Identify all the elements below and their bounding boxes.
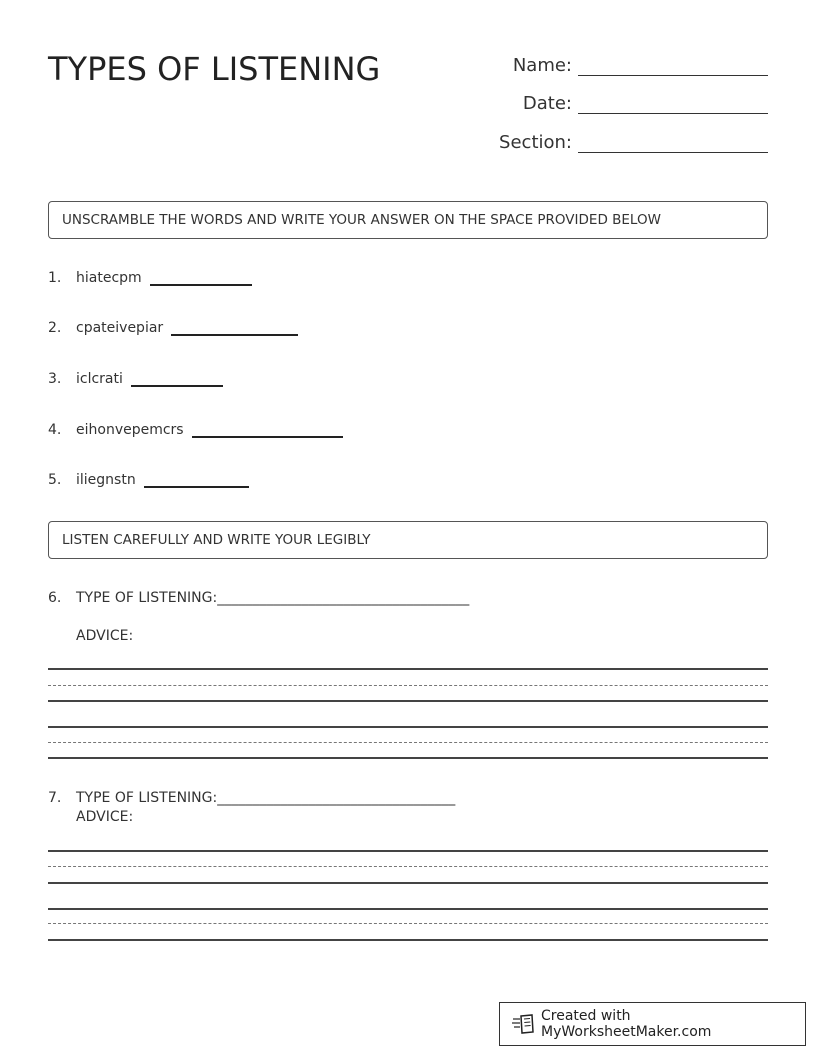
name-blank bbox=[578, 52, 768, 76]
writing-line-dashed bbox=[48, 742, 768, 743]
type-of-listening-text: TYPE OF LISTENING:__________________________________ bbox=[76, 790, 456, 806]
unscramble-instruction-box bbox=[48, 201, 768, 239]
writing-line-solid bbox=[48, 908, 768, 910]
unscramble-instruction: UNSCRAMBLE THE WORDS AND WRITE YOUR ANSWER ON THE SPACE PROVIDED BELOW bbox=[62, 212, 661, 228]
writing-line-solid bbox=[48, 882, 768, 884]
advice-label: ADVICE: bbox=[76, 628, 134, 644]
scrambled-word: cpateivepiar bbox=[76, 320, 164, 336]
writing-line-solid bbox=[48, 700, 768, 702]
question-item bbox=[48, 472, 249, 488]
listening-instruction-box bbox=[48, 521, 768, 559]
answer-blank bbox=[144, 474, 249, 488]
writing-line-solid bbox=[48, 668, 768, 670]
question-number: 5. bbox=[48, 472, 62, 488]
question-number: 4. bbox=[48, 422, 62, 438]
question-number: 3. bbox=[48, 371, 62, 387]
scrambled-word: iliegnstn bbox=[76, 472, 136, 488]
date-label: Date: bbox=[522, 93, 572, 114]
scrambled-word: iclcrati bbox=[76, 371, 123, 387]
question-number: 7. bbox=[48, 790, 62, 806]
writing-line-dashed bbox=[48, 923, 768, 924]
worksheet-title: TYPES OF LISTENING bbox=[48, 50, 381, 88]
writing-line-dashed bbox=[48, 866, 768, 867]
writing-line-solid bbox=[48, 757, 768, 759]
date-blank bbox=[578, 90, 768, 114]
writing-line-dashed bbox=[48, 685, 768, 686]
answer-blank bbox=[131, 373, 223, 387]
footer-credit-text: Created with MyWorksheetMaker.com bbox=[541, 1008, 712, 1040]
question-number: 2. bbox=[48, 320, 62, 336]
type-of-listening-prompt bbox=[48, 590, 469, 606]
listening-instruction: LISTEN CAREFULLY AND WRITE YOUR LEGIBLY bbox=[62, 532, 371, 548]
question-item bbox=[48, 422, 343, 438]
question-item bbox=[48, 270, 252, 286]
footer-credit-box[interactable] bbox=[499, 1002, 806, 1046]
worksheet-maker-logo-icon bbox=[512, 1013, 536, 1035]
writing-line-solid bbox=[48, 939, 768, 941]
section-field-row bbox=[499, 129, 768, 153]
advice-label: ADVICE: bbox=[76, 809, 134, 825]
name-field-row bbox=[513, 52, 768, 76]
question-item bbox=[48, 320, 298, 336]
question-number: 6. bbox=[48, 590, 62, 606]
name-label: Name: bbox=[512, 55, 572, 76]
writing-line-solid bbox=[48, 726, 768, 728]
section-blank bbox=[578, 129, 768, 153]
date-field-row bbox=[523, 90, 768, 114]
scrambled-word: hiatecpm bbox=[76, 270, 142, 286]
type-of-listening-prompt bbox=[48, 790, 455, 806]
question-item bbox=[48, 371, 223, 387]
answer-blank bbox=[150, 272, 252, 286]
type-of-listening-text: TYPE OF LISTENING:____________________________________ bbox=[76, 590, 470, 606]
section-label: Section: bbox=[499, 132, 572, 153]
answer-blank bbox=[171, 322, 298, 336]
answer-blank bbox=[192, 424, 343, 438]
question-number: 1. bbox=[48, 270, 62, 286]
scrambled-word: eihonvepemcrs bbox=[76, 422, 184, 438]
writing-line-solid bbox=[48, 850, 768, 852]
